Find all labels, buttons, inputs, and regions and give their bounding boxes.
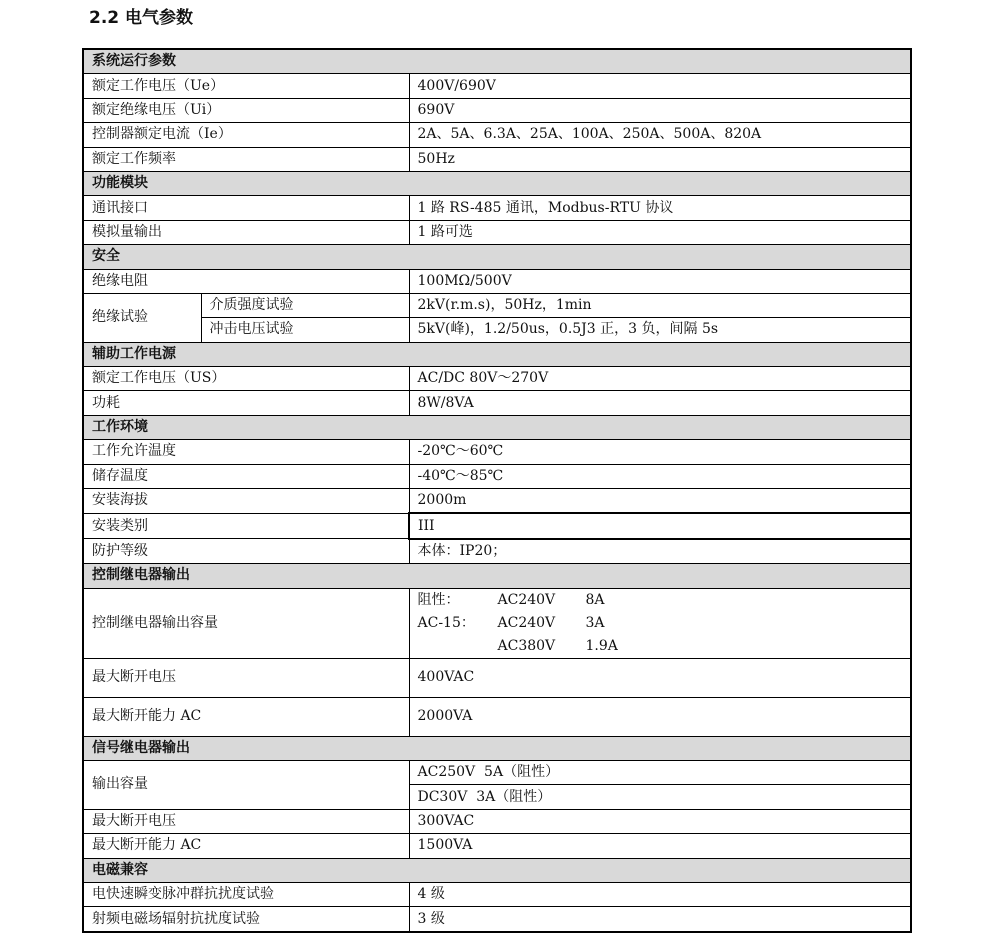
param-label: 绝缘试验 [83, 293, 201, 342]
table-row [83, 658, 911, 697]
table-row [83, 834, 911, 858]
param-value: 2kV(r.m.s)，50Hz，1min [409, 293, 911, 317]
param-value: 5kV(峰)，1.2/50us，0.5J3 正，3 负，间隔 5s [409, 318, 911, 342]
param-value: 2000VA [409, 697, 911, 736]
table-row [83, 588, 911, 658]
param-label: 防护等级 [83, 539, 409, 564]
param-value: 690V [409, 98, 911, 122]
table-row [83, 391, 911, 415]
param-label: 额定工作电压（US） [83, 367, 409, 391]
section-row [83, 736, 911, 760]
section-title: 电磁兼容 [83, 858, 911, 882]
param-value-multiline [409, 588, 911, 658]
param-value: 3 级 [409, 907, 911, 932]
param-value: 1 路 RS-485 通讯，Modbus-RTU 协议 [409, 196, 911, 220]
table-row [83, 809, 911, 833]
section-title: 工作环境 [83, 415, 911, 439]
param-value: 400VAC [409, 658, 911, 697]
table-row [83, 697, 911, 736]
param-value: AC250V 5A（阻性） [409, 760, 911, 784]
param-label: 最大断开能力 AC [83, 697, 409, 736]
param-value: DC30V 3A（阻性） [409, 785, 911, 809]
param-label: 通讯接口 [83, 196, 409, 220]
param-label: 射频电磁场辐射抗扰度试验 [83, 907, 409, 932]
table-row [83, 220, 911, 244]
param-value: -20℃～60℃ [409, 440, 911, 464]
value-line: 阻性： AC240V 8A [417, 591, 605, 608]
electrical-parameters-table [82, 48, 912, 933]
param-value: 4 级 [409, 882, 911, 906]
section-row [83, 49, 911, 74]
param-value: AC/DC 80V～270V [409, 367, 911, 391]
param-label: 储存温度 [83, 464, 409, 488]
param-label: 最大断开电压 [83, 658, 409, 697]
table-row [83, 489, 911, 514]
param-value: -40℃～85℃ [409, 464, 911, 488]
param-label: 最大断开能力 AC [83, 834, 409, 858]
section-row [83, 342, 911, 366]
table-row [83, 269, 911, 293]
table-row [83, 440, 911, 464]
section-title: 信号继电器输出 [83, 736, 911, 760]
param-label: 电快速瞬变脉冲群抗扰度试验 [83, 882, 409, 906]
table-row [83, 318, 911, 342]
section-title: 功能模块 [83, 171, 911, 195]
table-row [83, 464, 911, 488]
table-row [83, 123, 911, 147]
table-row [83, 760, 911, 784]
value-line: AC380V 1.9A [497, 637, 618, 654]
param-sublabel: 介质强度试验 [201, 293, 409, 317]
table-row [83, 367, 911, 391]
table-row [83, 293, 911, 317]
param-label: 额定绝缘电压（Ui） [83, 98, 409, 122]
param-value: 1 路可选 [409, 220, 911, 244]
value-line: AC-15： AC240V 3A [417, 614, 605, 631]
section-title: 控制继电器输出 [83, 564, 911, 588]
section-row [83, 245, 911, 269]
param-value: III [409, 513, 911, 538]
param-sublabel: 冲击电压试验 [201, 318, 409, 342]
param-label: 功耗 [83, 391, 409, 415]
table-row [83, 147, 911, 171]
section-row [83, 564, 911, 588]
section-title: 安全 [83, 245, 911, 269]
section-title: 辅助工作电源 [83, 342, 911, 366]
param-label: 额定工作电压（Ue） [83, 74, 409, 98]
param-label: 绝缘电阻 [83, 269, 409, 293]
table-row [83, 882, 911, 906]
param-value: 1500VA [409, 834, 911, 858]
param-label: 安装海拔 [83, 489, 409, 514]
param-label: 安装类别 [83, 513, 409, 538]
table-row [83, 513, 911, 538]
section-heading: 2.2 电气参数 [89, 8, 194, 28]
param-value: 8W/8VA [409, 391, 911, 415]
table-row [83, 74, 911, 98]
section-row [83, 858, 911, 882]
table-row [83, 98, 911, 122]
param-label: 控制继电器输出容量 [83, 588, 409, 658]
param-label: 工作允许温度 [83, 440, 409, 464]
section-row [83, 171, 911, 195]
param-value: 2000m [409, 489, 911, 514]
param-value: 50Hz [409, 147, 911, 171]
param-value: 300VAC [409, 809, 911, 833]
param-value: 2A、5A、6.3A、25A、100A、250A、500A、820A [409, 123, 911, 147]
param-value: 400V/690V [409, 74, 911, 98]
table-row [83, 539, 911, 564]
param-label: 额定工作频率 [83, 147, 409, 171]
param-label: 最大断开电压 [83, 809, 409, 833]
table-row [83, 196, 911, 220]
section-row [83, 415, 911, 439]
section-title: 系统运行参数 [83, 49, 911, 74]
param-label: 控制器额定电流（Ie） [83, 123, 409, 147]
param-label: 输出容量 [83, 760, 409, 809]
table-row [83, 907, 911, 932]
param-value: 100MΩ/500V [409, 269, 911, 293]
param-value: 本体：IP20； [409, 539, 911, 564]
param-label: 模拟量输出 [83, 220, 409, 244]
